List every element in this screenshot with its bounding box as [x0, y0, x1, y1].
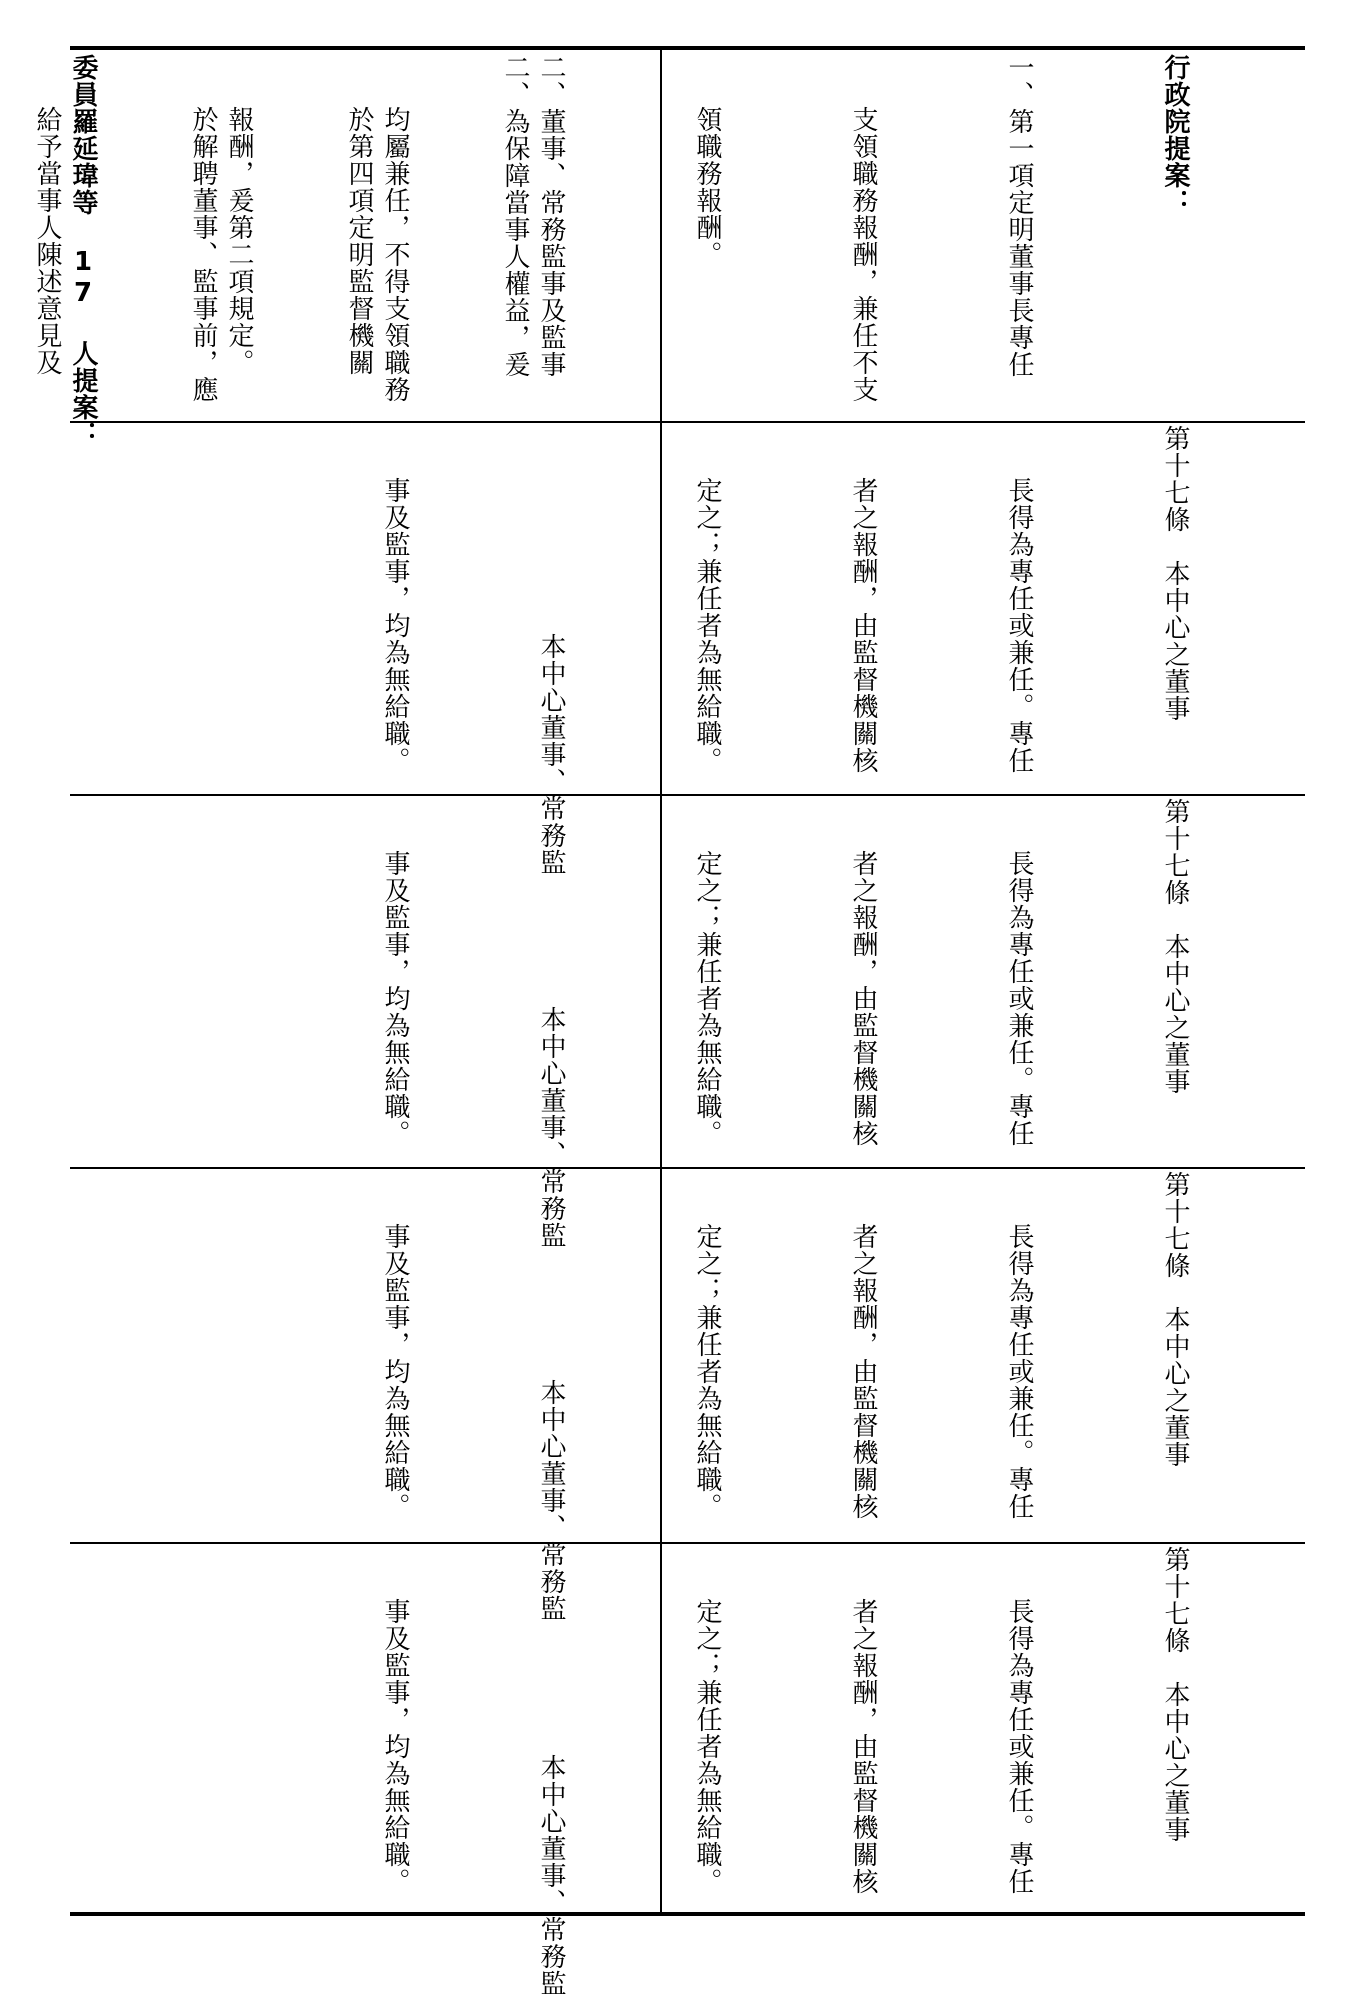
row-divider [70, 794, 1305, 796]
text-line: 定之；兼任者為無給職。 [692, 850, 722, 1147]
text-line: 長得為專任或兼任。專任 [1004, 1598, 1034, 1895]
text-line: 於解聘董事、監事前，應 [188, 106, 218, 403]
text-line: 第十七條 本中心之董事 [1160, 1546, 1190, 1843]
comparison-table [32, 46, 1305, 1997]
article-17-text [265, 1546, 1305, 1997]
row-divider [70, 421, 1305, 423]
text-line: 支領職務報酬，兼任不支 [848, 106, 878, 403]
table-top-border [70, 46, 1305, 50]
text-line-wrap [681, 1546, 733, 1910]
text-line: 者之報酬，由監督機關核 [848, 850, 878, 1147]
text-line: 二、為保障當事人權益，爰 [500, 54, 530, 378]
text-line: 事及監事，均為無給職。 [380, 1598, 410, 1895]
text-line: 本中心董事、常務監 [536, 633, 566, 876]
text-line: 本中心董事、常務監 [536, 1754, 566, 1997]
text-line-wrap [1149, 798, 1201, 1164]
text-line-wrap [681, 798, 733, 1164]
text-line-wrap [525, 798, 577, 1249]
text-line-wrap [681, 425, 733, 791]
text-line-wrap [681, 54, 733, 419]
article-17-text [265, 798, 1305, 1249]
text-line-wrap [369, 798, 421, 1164]
text-line-wrap [525, 54, 577, 419]
proposal-heading [1149, 54, 1201, 419]
text-line: 者之報酬，由監督機關核 [848, 477, 878, 774]
text-line: 定之；兼任者為無給職。 [692, 1598, 722, 1895]
text-line: 長得為專任或兼任。專任 [1004, 1223, 1034, 1520]
text-line-wrap [993, 54, 1045, 419]
text-line-wrap [837, 1546, 889, 1910]
text-line: 給予當事人陳述意見及 [32, 106, 62, 376]
text-line: 行政院提案： [1160, 54, 1190, 216]
article-17-text [265, 425, 1305, 876]
text-line-wrap [837, 1171, 889, 1539]
text-line: 事及監事，均為無給職。 [380, 477, 410, 774]
text-line: 第十七條 本中心之董事 [1160, 1171, 1190, 1468]
text-line: 均屬兼任，不得支領職務 [380, 106, 410, 403]
text-line: 定之；兼任者為無給職。 [692, 477, 722, 774]
text-line: 二、董事、常務監事及監事 [536, 54, 566, 378]
proposal-heading [57, 54, 109, 448]
row-3-right-cell [380, 798, 1305, 1249]
row-divider [70, 1542, 1305, 1544]
text-line-wrap [369, 1546, 421, 1910]
text-line-wrap [837, 54, 889, 419]
text-line-wrap [369, 425, 421, 791]
text-line: 者之報酬，由監督機關核 [848, 1598, 878, 1895]
text-line-wrap [993, 425, 1045, 791]
text-line: 第十七條 本中心之董事 [1160, 798, 1190, 1095]
text-line-wrap [369, 54, 421, 419]
text-line-wrap [525, 425, 577, 876]
text-line: 領職務報酬。 [692, 106, 722, 268]
text-line-wrap [993, 798, 1045, 1164]
text-line: 長得為專任或兼任。專任 [1004, 850, 1034, 1147]
text-line-wrap [1149, 1171, 1201, 1539]
row-2-right-cell [380, 425, 1305, 876]
row-1-right-text [0, 54, 1305, 448]
text-line: 事及監事，均為無給職。 [380, 850, 410, 1147]
row-5-right-cell [380, 1546, 1305, 1997]
text-line-wrap [213, 54, 265, 419]
text-line: 本中心董事、常務監 [536, 1379, 566, 1622]
text-line: 報酬，爰第二項規定。 [224, 106, 254, 376]
article-17-text [265, 1171, 1305, 1622]
text-line-wrap [837, 425, 889, 791]
text-line-wrap [681, 1171, 733, 1539]
text-line-wrap [1149, 425, 1201, 791]
text-line-wrap [837, 798, 889, 1164]
text-line: 於第四項定明監督機關 [344, 106, 374, 376]
text-line-wrap [525, 1546, 577, 1997]
text-line: 長得為專任或兼任。專任 [1004, 477, 1034, 774]
text-line-wrap [993, 1546, 1045, 1910]
text-line: 委員羅延瑋等 17 人提案： [68, 54, 98, 448]
row-divider [70, 1167, 1305, 1169]
text-line-wrap [993, 1171, 1045, 1539]
row-4-right-cell [380, 1171, 1305, 1622]
text-line: 第十七條 本中心之董事 [1160, 425, 1190, 722]
text-line-wrap [369, 1171, 421, 1539]
text-line: 一、第一項定明董事長專任 [1004, 54, 1034, 378]
text-line-wrap [1149, 1546, 1201, 1910]
table-bottom-border [70, 1912, 1305, 1916]
text-line: 者之報酬，由監督機關核 [848, 1223, 878, 1520]
text-line: 事及監事，均為無給職。 [380, 1223, 410, 1520]
text-line: 本中心董事、常務監 [536, 1006, 566, 1249]
text-line: 定之；兼任者為無給職。 [692, 1223, 722, 1520]
text-line-wrap [525, 1171, 577, 1622]
